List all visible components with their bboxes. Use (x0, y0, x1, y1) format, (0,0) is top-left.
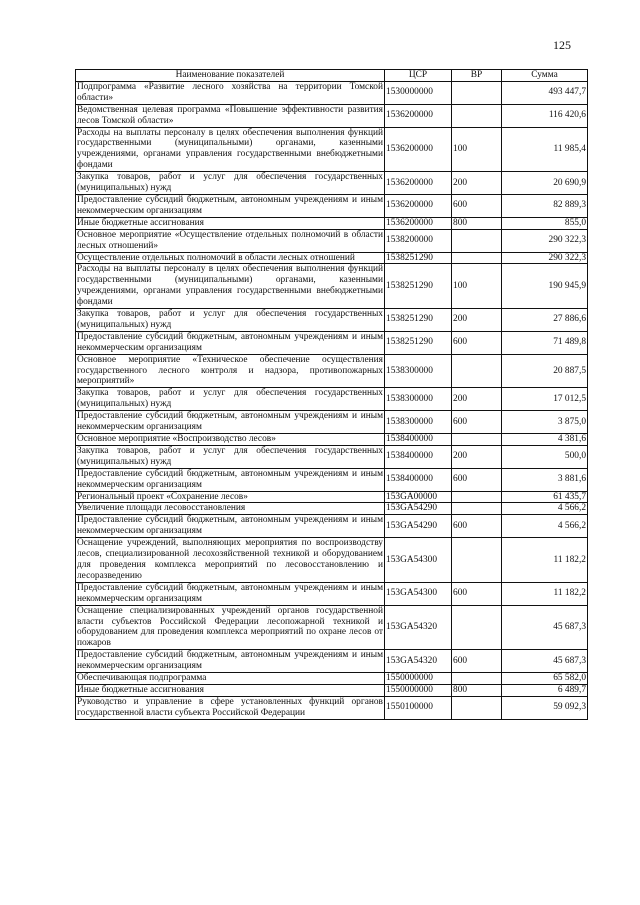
row-name: Подпрограмма «Развитие лесного хозяйства на территории Томской области» (77, 81, 383, 103)
table-body (76, 81, 588, 719)
row-sum: 20 690,9 (502, 172, 588, 195)
row-csr: 153GA54290 (385, 515, 452, 538)
table-row (76, 264, 588, 309)
row-csr: 1530000000 (385, 81, 452, 104)
table-row (76, 696, 588, 719)
row-csr: 1538200000 (385, 229, 452, 252)
row-name: Предоставление субсидий бюджетным, автономным учреждениям и иным некоммерческим организациям (77, 194, 383, 216)
row-csr: 1538251290 (385, 252, 452, 264)
table-row (76, 217, 588, 229)
row-name: Закупка товаров, работ и услуг для обеспечения государственных (муниципальных) нужд (77, 172, 383, 194)
row-sum: 11 182,2 (502, 582, 588, 605)
row-sum: 4 381,6 (502, 434, 588, 446)
row-vr: 200 (452, 388, 502, 411)
row-csr: 153GA00000 (385, 491, 452, 503)
row-vr: 100 (452, 264, 502, 309)
row-csr: 1550000000 (385, 684, 452, 696)
row-name: Иные бюджетные ассигнования (76, 217, 385, 229)
row-sum: 4 566,2 (502, 515, 588, 538)
row-csr: 1536200000 (385, 217, 452, 229)
row-vr: 600 (452, 468, 502, 491)
row-name: Закупка товаров, работ и услуг для обеспечения государственных (муниципальных) нужд (77, 445, 383, 467)
row-csr: 1550100000 (385, 696, 452, 719)
budget-table (75, 69, 588, 720)
row-vr (452, 252, 502, 264)
row-sum: 45 687,3 (502, 650, 588, 673)
row-sum: 190 945,9 (502, 264, 588, 309)
row-name: Расходы на выплаты персоналу в целях обеспечения выполнения функций государственными (муниципальными) органами, казенными учреждениями, органами управления государственными внебюджетными фондами (77, 264, 383, 308)
row-csr: 153GA54320 (385, 650, 452, 673)
table-row (76, 194, 588, 217)
row-csr: 1538251290 (385, 309, 452, 332)
row-vr (452, 605, 502, 650)
row-sum: 45 687,3 (502, 605, 588, 650)
row-csr: 1538300000 (385, 388, 452, 411)
row-vr (452, 104, 502, 127)
row-sum: 290 322,3 (502, 252, 588, 264)
table-row (76, 445, 588, 468)
row-name: Оснащение специализированных учреждений органов государственной власти субъектов Российской Федерации лесопожарной техникой и оборудованием для проведения комплекса мероприятий по охране лесов от пожаров (77, 605, 383, 649)
row-csr: 1538251290 (385, 331, 452, 354)
table-row (76, 673, 588, 685)
row-vr: 600 (452, 331, 502, 354)
row-name: Иные бюджетные ассигнования (76, 684, 385, 696)
row-sum: 61 435,7 (502, 491, 588, 503)
row-csr: 1536200000 (385, 127, 452, 172)
table-row (76, 309, 588, 332)
row-vr: 800 (452, 684, 502, 696)
row-name: Предоставление субсидий бюджетным, автономным учреждениям и иным некоммерческим организациям (77, 411, 383, 433)
row-vr (452, 229, 502, 252)
row-vr: 600 (452, 411, 502, 434)
row-vr (452, 538, 502, 583)
row-csr: 1536200000 (385, 172, 452, 195)
row-name: Предоставление субсидий бюджетным, автономным учреждениям и иным некоммерческим организациям (77, 582, 383, 604)
row-csr: 1536200000 (385, 194, 452, 217)
row-sum: 11 985,4 (502, 127, 588, 172)
table-row (76, 388, 588, 411)
row-name: Расходы на выплаты персоналу в целях обеспечения выполнения функций государственными (муниципальными) органами, казенными учреждениями, органами управления государственными внебюджетными фондами (77, 127, 383, 171)
row-name: Основное мероприятие «Воспроизводство лесов» (76, 434, 385, 446)
row-sum: 4 566,2 (502, 503, 588, 515)
row-vr: 600 (452, 194, 502, 217)
table-row (76, 354, 588, 388)
row-csr: 1536200000 (385, 104, 452, 127)
row-vr: 600 (452, 515, 502, 538)
row-csr: 153GA54320 (385, 605, 452, 650)
row-sum: 65 582,0 (502, 673, 588, 685)
row-sum: 71 489,8 (502, 331, 588, 354)
table-row (76, 81, 588, 104)
table-header-row (76, 70, 588, 82)
row-csr: 153GA54290 (385, 503, 452, 515)
table-row (76, 252, 588, 264)
row-sum: 17 012,5 (502, 388, 588, 411)
table-row (76, 582, 588, 605)
row-vr (452, 673, 502, 685)
row-vr: 200 (452, 445, 502, 468)
row-name: Региональный проект «Сохранение лесов» (76, 491, 385, 503)
row-csr: 1538300000 (385, 411, 452, 434)
row-csr: 1550000000 (385, 673, 452, 685)
table-row (76, 650, 588, 673)
table-row (76, 127, 588, 172)
row-vr: 200 (452, 172, 502, 195)
row-vr: 100 (452, 127, 502, 172)
table-row (76, 468, 588, 491)
row-vr: 800 (452, 217, 502, 229)
row-sum: 82 889,3 (502, 194, 588, 217)
row-name: Ведомственная целевая программа «Повышение эффективности развития лесов Томской области» (77, 104, 383, 126)
row-name: Предоставление субсидий бюджетным, автономным учреждениям и иным некоммерческим организациям (77, 650, 383, 672)
row-csr: 1538400000 (385, 434, 452, 446)
row-csr: 1538300000 (385, 354, 452, 388)
row-sum: 20 887,5 (502, 354, 588, 388)
row-sum: 6 489,7 (502, 684, 588, 696)
row-vr: 600 (452, 650, 502, 673)
row-sum: 116 420,6 (502, 104, 588, 127)
row-vr (452, 696, 502, 719)
table-row (76, 684, 588, 696)
row-name: Закупка товаров, работ и услуг для обеспечения государственных (муниципальных) нужд (77, 388, 383, 410)
row-csr: 1538251290 (385, 264, 452, 309)
row-name: Обеспечивающая подпрограмма (76, 673, 385, 685)
table-row (76, 605, 588, 650)
row-vr (452, 354, 502, 388)
row-sum: 3 881,6 (502, 468, 588, 491)
row-name: Основное мероприятие «Осуществление отдельных полномочий в области лесных отношений» (77, 229, 383, 251)
row-vr (452, 434, 502, 446)
row-csr: 1538400000 (385, 468, 452, 491)
row-csr: 153GA54300 (385, 582, 452, 605)
header-name: Наименование показателей (76, 70, 385, 82)
table-row (76, 434, 588, 446)
row-name: Предоставление субсидий бюджетным, автономным учреждениям и иным некоммерческим организациям (77, 515, 383, 537)
row-sum: 11 182,2 (502, 538, 588, 583)
row-vr (452, 81, 502, 104)
table-row (76, 515, 588, 538)
row-vr (452, 491, 502, 503)
table-row (76, 229, 588, 252)
row-name: Оснащение учреждений, выполняющих мероприятия по воспроизводству лесов, специализированной лесохозяйственной техникой и оборудованием для проведения комплекса мероприятий по лесовосстановлению и лесоразведению (77, 538, 383, 581)
row-vr: 600 (452, 582, 502, 605)
table-row (76, 411, 588, 434)
page-number: 125 (553, 38, 571, 52)
row-sum: 3 875,0 (502, 411, 588, 434)
row-sum: 500,0 (502, 445, 588, 468)
table-row (76, 538, 588, 583)
row-name: Предоставление субсидий бюджетным, автономным учреждениям и иным некоммерческим организациям (77, 468, 383, 490)
row-name: Руководство и управление в сфере установленных функций органов государственной власти субъекта Российской Федерации (77, 696, 383, 718)
row-sum: 855,0 (502, 217, 588, 229)
table-row (76, 331, 588, 354)
header-sum: Сумма (502, 70, 588, 82)
row-csr: 1538400000 (385, 445, 452, 468)
row-csr: 153GA54300 (385, 538, 452, 583)
row-vr: 200 (452, 309, 502, 332)
row-name: Предоставление субсидий бюджетным, автономным учреждениям и иным некоммерческим организациям (77, 331, 383, 353)
header-vr: ВР (452, 70, 502, 82)
table-row (76, 503, 588, 515)
table-row (76, 172, 588, 195)
row-name: Увеличение площади лесовосстановления (76, 503, 385, 515)
row-sum: 290 322,3 (502, 229, 588, 252)
row-name: Закупка товаров, работ и услуг для обеспечения государственных (муниципальных) нужд (77, 309, 383, 330)
row-sum: 493 447,7 (502, 81, 588, 104)
row-name: Осуществление отдельных полномочий в области лесных отношений (76, 252, 385, 264)
header-csr: ЦСР (385, 70, 452, 82)
row-sum: 27 886,6 (502, 309, 588, 332)
row-sum: 59 092,3 (502, 696, 588, 719)
table-row (76, 104, 588, 127)
row-vr (452, 503, 502, 515)
row-name: Основное мероприятие «Техническое обеспечение осуществления государственного лесного контроля и надзора, противопожарных мероприятий» (77, 354, 383, 387)
table-row (76, 491, 588, 503)
